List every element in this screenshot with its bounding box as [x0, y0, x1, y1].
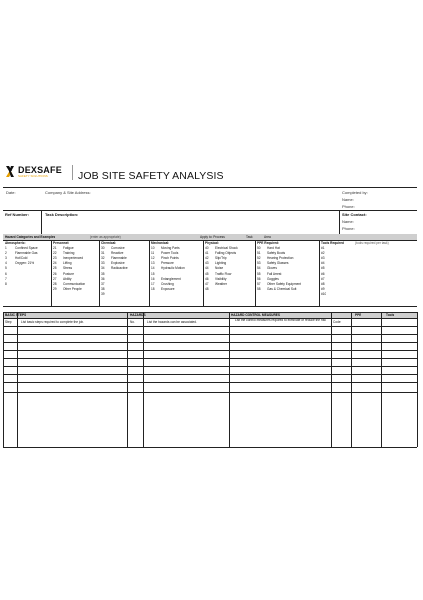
logo-tagline: SAFETY SOLUTIONS [18, 174, 48, 178]
category-column-divider [255, 240, 256, 306]
category-item: Safety Boots [267, 251, 286, 256]
category-item: Training [63, 251, 75, 256]
tool-slot: #2 [321, 251, 325, 256]
category-code: 24 [53, 261, 57, 266]
category-header-physical: Physical: [205, 241, 219, 245]
category-code: 14 [151, 266, 155, 271]
category-item: Pinch Points [161, 256, 179, 261]
tool-slot: #9 [321, 286, 325, 291]
category-code: 1 [5, 246, 7, 250]
category-code: 52 [257, 256, 261, 261]
category-code: 42 [205, 256, 209, 261]
control-description-subheader: List the control measures required to eliminate or reduce the risk [235, 318, 326, 322]
category-code: 2 [5, 251, 7, 256]
category-column-divider [319, 240, 320, 306]
category-code: 56 [257, 276, 261, 281]
category-item: Flammable [111, 256, 127, 261]
hazard-category-grid [3, 240, 417, 306]
category-code: 55 [257, 271, 261, 276]
category-item: Lighting [215, 261, 227, 266]
ppe-code-subheader: Code [333, 320, 341, 324]
job-steps-table [3, 312, 417, 447]
category-item: Stress [63, 266, 73, 271]
basic-steps-header: BASIC STEPS [5, 313, 27, 317]
dexsafe-x-icon [6, 166, 17, 177]
category-code: 16 [151, 276, 155, 281]
category-code: 45 [205, 271, 209, 276]
category-code: 44 [205, 266, 209, 271]
category-item: Explosive [111, 261, 125, 266]
category-code: 51 [257, 251, 261, 256]
document-title: JOB SITE SAFETY ANALYSIS [78, 170, 224, 182]
logo-text: DEXSAFE [18, 165, 62, 175]
category-code: 47 [205, 281, 209, 286]
table-row[interactable] [3, 392, 417, 447]
category-code: 4 [5, 261, 7, 266]
category-code: 29 [53, 286, 57, 291]
category-code: 18 [151, 286, 155, 291]
category-code: 15 [151, 271, 155, 276]
category-code: 46 [205, 276, 209, 281]
category-item: Fatigue [63, 246, 74, 250]
category-code: 36 [101, 276, 105, 281]
apply-task-label: Task [246, 235, 253, 239]
tools-header: Tools [386, 313, 395, 317]
hazard-description-subheader: List the hazards can be associated. [147, 320, 197, 324]
category-item: Moving Parts [161, 246, 180, 250]
category-code: 6 [5, 271, 7, 276]
category-code: 50 [257, 246, 261, 250]
category-header-ppe: PPE Required: [257, 241, 280, 245]
task-description-label: Task Description: [45, 212, 79, 217]
hazard-categories-note: (enter as appropriate) [90, 235, 121, 239]
tool-slot: #3 [321, 256, 325, 261]
category-header-tools: Tools Required [321, 241, 344, 245]
ppe-header: PPE [355, 313, 362, 317]
site-contact-label: Site Contact: [342, 212, 367, 217]
category-item: Goggles [267, 276, 279, 281]
category-item: Communication [63, 281, 86, 286]
category-code: 35 [101, 271, 105, 276]
completed-name-label: Name: [342, 197, 354, 202]
category-code: 13 [151, 261, 155, 266]
category-code: 5 [5, 266, 7, 271]
category-item: Other Safety Equipment [267, 281, 302, 286]
category-code: 22 [53, 251, 57, 256]
ref-divider [41, 210, 42, 234]
category-code: 26 [53, 271, 57, 276]
category-item: Fall Arrest [267, 271, 282, 276]
category-code: 23 [53, 256, 57, 261]
table-column-divider [417, 312, 418, 447]
category-item: Gloves [267, 266, 277, 271]
site-phone-label: Phone: [342, 226, 355, 231]
category-item: Hot/Cold [15, 256, 28, 261]
category-code: 32 [101, 256, 105, 261]
category-code: 12 [151, 256, 155, 261]
table-row[interactable] [3, 358, 417, 366]
category-header-chemical: Chemical: [101, 241, 117, 245]
logo [6, 165, 76, 179]
category-code: 57 [257, 281, 261, 286]
category-code: 25 [53, 266, 57, 271]
date-label: Date: [6, 190, 16, 195]
table-row-rule [3, 318, 417, 319]
category-item: Corrosive [111, 246, 125, 250]
category-item: Hard Hat [267, 246, 280, 250]
category-item: Traffic Flow [215, 271, 232, 276]
category-header-atmospheric: Atmospheric: [5, 241, 26, 245]
category-item: Slip/Trip [215, 256, 227, 261]
table-row[interactable] [3, 342, 417, 350]
category-item: Ability [63, 276, 72, 281]
category-item: Lifting [63, 261, 72, 266]
site-name-label: Name: [342, 219, 354, 224]
company-label: Company & Site Address: [45, 190, 91, 195]
category-code: 58 [257, 286, 261, 291]
category-code: 21 [53, 246, 57, 250]
category-header-mechanical: Mechanical: [151, 241, 170, 245]
category-item: Radioactive [111, 266, 128, 271]
apply-to-label: Apply to: Process [200, 235, 225, 239]
category-code: 53 [257, 261, 261, 266]
category-column-divider [149, 240, 150, 306]
table-row[interactable] [3, 366, 417, 374]
category-code: 3 [5, 256, 7, 261]
ref-number-label: Ref Number: [5, 212, 30, 217]
category-item: Inexperienced [63, 256, 84, 261]
category-code: 40 [205, 246, 209, 250]
hazards-header: HAZARDS [130, 313, 146, 317]
category-code: 28 [53, 281, 57, 286]
tool-slot: #1 [321, 246, 325, 250]
category-item: Electrical Shock [215, 246, 238, 250]
category-item: Confined Space [15, 246, 38, 250]
category-code: 39 [101, 291, 105, 296]
logo-divider [72, 165, 73, 180]
category-column-divider [99, 240, 100, 306]
category-item: Power Tools [161, 251, 179, 256]
category-code: 30 [101, 246, 105, 250]
category-code: 33 [101, 261, 105, 266]
category-item: Reactive [111, 251, 124, 256]
apply-area-label: Area [264, 235, 271, 239]
category-code: 10 [151, 246, 155, 250]
category-code: 37 [101, 281, 105, 286]
category-code: 34 [101, 266, 105, 271]
category-item: Safety Glasses [267, 261, 289, 266]
category-code: 54 [257, 266, 261, 271]
completed-phone-label: Phone: [342, 204, 355, 209]
tool-slot: #6 [321, 271, 325, 276]
step-number-subheader: Step [5, 320, 12, 324]
rule-ref [3, 210, 417, 211]
table-row[interactable] [3, 334, 417, 342]
category-item: Entanglement [161, 276, 181, 281]
hazard-number-subheader: No. [130, 320, 135, 324]
tool-slot: #7 [321, 276, 325, 281]
tool-slot: #4 [321, 261, 325, 266]
category-item: Gas & Chemical Suit [267, 286, 297, 291]
table-row[interactable] [3, 326, 417, 334]
rule-top [3, 187, 417, 188]
category-item: Oxygen: 21% [15, 261, 35, 266]
category-item: Posture [63, 271, 74, 276]
category-code: 48 [205, 286, 209, 291]
tools-required-note: (tools required per task) [355, 241, 389, 245]
step-description-subheader: List basic steps required to complete the job. [21, 320, 85, 324]
tool-slot: #5 [321, 266, 325, 271]
tool-slot: #10 [321, 291, 327, 296]
category-code: 43 [205, 261, 209, 266]
category-item: Exposure [161, 286, 175, 291]
table-row[interactable] [3, 382, 417, 392]
category-item: Flammable Gas [15, 251, 38, 256]
category-code: 38 [101, 286, 105, 291]
category-code: 31 [101, 251, 105, 256]
category-code: 11 [151, 251, 155, 256]
table-row[interactable] [3, 374, 417, 382]
tool-slot: #8 [321, 281, 325, 286]
category-item: Hearing Protection [267, 256, 294, 261]
category-header-personnel: Personnel: [53, 241, 70, 245]
cat-bottom-rule [3, 306, 417, 307]
table-row-rule [3, 312, 417, 313]
category-item: Pressure [161, 261, 174, 266]
category-item: Noise [215, 266, 224, 271]
table-row-rule [3, 447, 417, 448]
category-code: 27 [53, 276, 57, 281]
hazard-categories-label: Hazard Categories and Examples [5, 235, 56, 239]
category-code: 7 [5, 276, 7, 281]
category-item: Visibility [215, 276, 227, 281]
category-code: 17 [151, 281, 155, 286]
category-code: 41 [205, 251, 209, 256]
category-item: Weather [215, 281, 227, 286]
category-column-divider [203, 240, 204, 306]
category-item: Other People [63, 286, 82, 291]
category-item: Crushing [161, 281, 174, 286]
table-row[interactable] [3, 350, 417, 358]
category-item: Falling Objects [215, 251, 237, 256]
category-item: Hydraulic Motion [161, 266, 185, 271]
controls-header: HAZARD CONTROL MEASURES [231, 313, 280, 317]
category-column-divider [51, 240, 52, 306]
category-code: 8 [5, 281, 7, 286]
completed-by-label: Completed by: [342, 190, 368, 195]
contact-divider [339, 210, 340, 234]
